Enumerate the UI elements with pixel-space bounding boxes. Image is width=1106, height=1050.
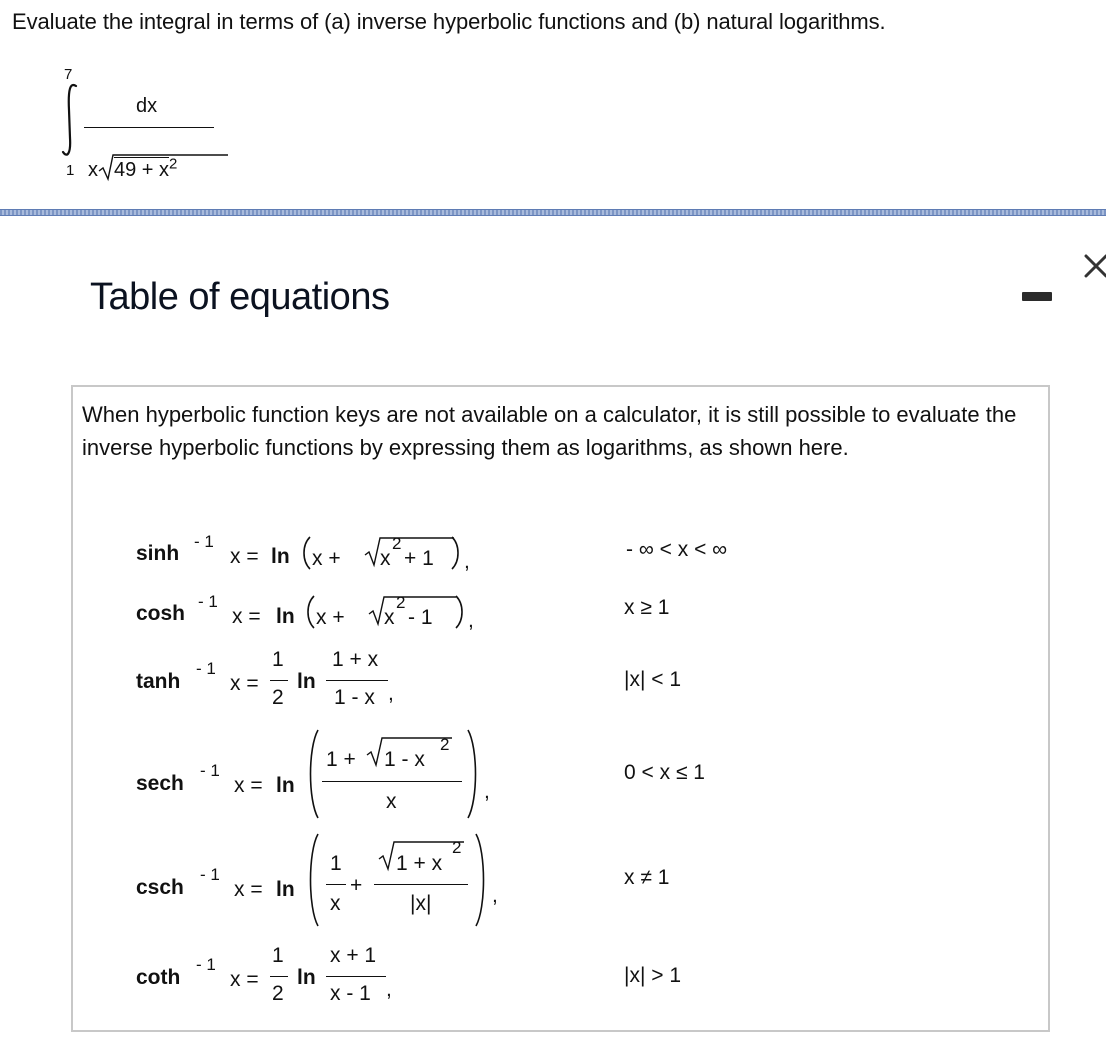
right-paren-icon xyxy=(450,535,462,571)
fraction-numerator-left: 1 + xyxy=(326,748,356,771)
equation-sinh: sinh xyxy=(136,542,180,565)
equation-tanh: tanh xyxy=(136,670,181,693)
equation-lhs: x = xyxy=(234,774,263,797)
fraction-bar xyxy=(270,680,288,681)
ln-label: ln xyxy=(297,966,316,989)
integral-upper-limit: 7 xyxy=(64,66,73,83)
right-paren-icon xyxy=(474,832,488,928)
plus-sign: + xyxy=(350,874,363,897)
equation-coth: coth xyxy=(136,966,181,989)
inner-left: x + xyxy=(316,606,345,629)
minimize-icon[interactable] xyxy=(1022,292,1052,301)
radicand: 1 + x xyxy=(396,852,443,875)
fraction-bar xyxy=(322,781,462,782)
fraction-bar xyxy=(374,884,468,885)
sqrt-icon xyxy=(378,839,398,873)
condition-cosh: x ≥ 1 xyxy=(624,596,670,619)
fraction-denominator: |x| xyxy=(410,892,432,915)
integral-numerator: dx xyxy=(136,95,158,117)
fraction-bar xyxy=(326,680,388,681)
inner-left: x + xyxy=(312,547,341,570)
condition-tanh: |x| < 1 xyxy=(624,668,682,691)
condition-sinh: - ∞ < x < ∞ xyxy=(626,538,728,561)
radicand-exponent: 2 xyxy=(396,593,406,612)
fraction-denominator: x xyxy=(330,892,341,915)
comma: , xyxy=(484,780,490,803)
equation-sech: sech xyxy=(136,772,184,795)
comma: , xyxy=(464,550,470,573)
integral-sign-icon xyxy=(60,80,82,160)
radicand-exponent: 2 xyxy=(392,534,402,553)
inverse-exponent: - 1 xyxy=(196,955,216,974)
fraction-denominator: 1 - x xyxy=(334,686,375,709)
equation-lhs: x = xyxy=(234,878,263,901)
close-icon[interactable] xyxy=(1082,252,1106,280)
radicand-exponent: 2 xyxy=(452,838,462,857)
equation-lhs: x = xyxy=(230,672,259,695)
ln-label: ln xyxy=(297,670,316,693)
radicand-tail: - 1 xyxy=(408,606,433,629)
fraction-denominator: x - 1 xyxy=(330,982,371,1005)
fraction-numerator: 1 xyxy=(330,852,342,875)
equations-panel xyxy=(71,385,1050,1032)
comma: , xyxy=(388,682,394,705)
inverse-exponent: - 1 xyxy=(200,761,220,780)
radicand-exponent: 2 xyxy=(440,735,450,754)
left-paren-icon xyxy=(306,728,320,820)
radicand-tail: + 1 xyxy=(404,547,434,570)
inverse-exponent: - 1 xyxy=(194,532,214,551)
inverse-exponent: - 1 xyxy=(196,659,216,678)
equation-lhs: x = xyxy=(230,545,259,568)
inverse-exponent: - 1 xyxy=(198,592,218,611)
equation-csch: csch xyxy=(136,876,184,899)
condition-coth: |x| > 1 xyxy=(624,964,682,987)
section-divider xyxy=(0,209,1106,216)
sqrt-icon xyxy=(98,155,114,181)
equation-lhs: x = xyxy=(232,605,261,628)
comma: , xyxy=(468,609,474,632)
left-paren-icon xyxy=(306,832,320,928)
comma: , xyxy=(492,884,498,907)
condition-sech: 0 < x ≤ 1 xyxy=(624,761,705,784)
radicand: x xyxy=(380,547,391,570)
half-denominator: 2 xyxy=(272,686,284,709)
dialog-title: Table of equations xyxy=(90,276,390,318)
ln-label: ln xyxy=(276,878,295,901)
equation-lhs: x = xyxy=(230,968,259,991)
ln-label: ln xyxy=(276,774,295,797)
inverse-exponent: - 1 xyxy=(200,865,220,884)
fraction-numerator: x + 1 xyxy=(330,944,377,967)
fraction-bar xyxy=(84,127,214,128)
right-paren-icon xyxy=(466,728,480,820)
left-paren-icon xyxy=(300,535,312,571)
comma: , xyxy=(386,978,392,1001)
half-denominator: 2 xyxy=(272,982,284,1005)
panel-intro-text: When hyperbolic function keys are not available on a calculator, it is still possible to evaluate the inverse hyperbolic functions by expressing them as logarithms, as shown here. xyxy=(82,402,1017,460)
half-numerator: 1 xyxy=(272,648,284,671)
fraction-denominator: x xyxy=(386,790,397,813)
half-numerator: 1 xyxy=(272,944,284,967)
ln-label: ln xyxy=(276,605,295,628)
question-text: Evaluate the integral in terms of (a) inverse hyperbolic functions and (b) natural logarithms. xyxy=(12,9,886,34)
left-paren-icon xyxy=(304,594,316,630)
equation-cosh: cosh xyxy=(136,602,186,625)
radicand: x xyxy=(384,606,395,629)
fraction-bar xyxy=(270,976,288,977)
integral-denominator: x $49 + x^2$ xyxy=(88,150,177,182)
sqrt-icon xyxy=(366,735,386,769)
right-paren-icon xyxy=(454,594,466,630)
condition-csch: x ≠ 1 xyxy=(624,866,670,889)
radicand: 1 - x xyxy=(384,748,425,771)
fraction-bar xyxy=(326,976,386,977)
fraction-bar xyxy=(326,884,346,885)
fraction-numerator: 1 + x xyxy=(332,648,379,671)
ln-label: ln xyxy=(271,545,290,568)
integral-lower-limit: 1 xyxy=(66,162,75,179)
